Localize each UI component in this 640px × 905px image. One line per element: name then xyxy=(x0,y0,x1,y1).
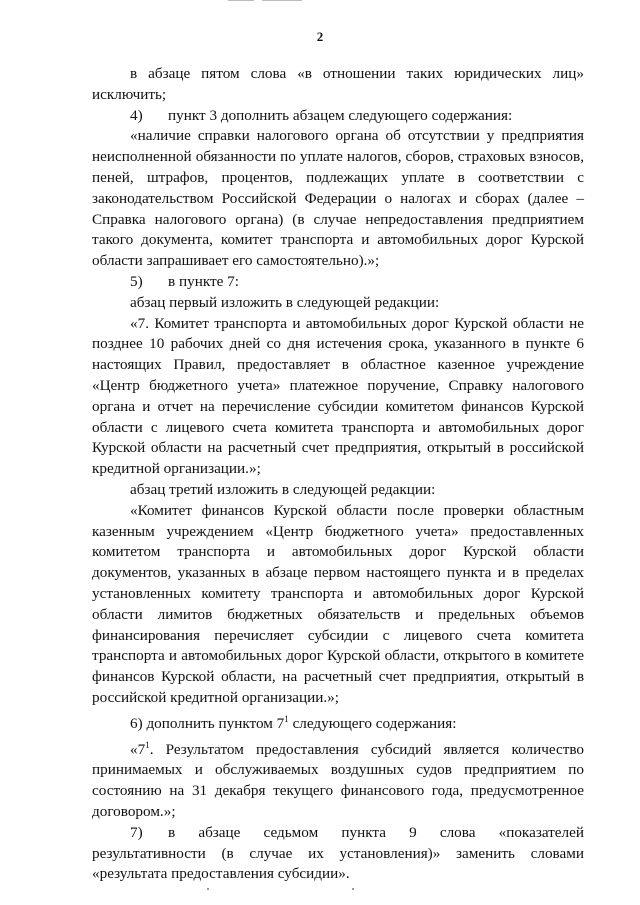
paragraph-text: . Результатом предоставления субсидий является количество принимаемых и обслуживаемых воздушных судов предприятием по состоянию на 31 декабря текущего финансового года, предусмотренное договором.»; xyxy=(92,740,584,821)
page-number: 2 xyxy=(316,29,324,44)
document-body xyxy=(92,64,584,885)
scan-artifact-dot xyxy=(352,888,354,890)
paragraph-third-abzac xyxy=(92,480,584,501)
superscript: 1 xyxy=(145,739,150,750)
paragraph-text: «7. Комитет транспорта и автомобильных дорог Курской области не позднее 10 рабочих дней со дня истечения срока, указанного в пункте 6 настоящих Правил, предоставляет в областное казенное учреждение «Центр бюджетного учета» платежное поручение, Справку налогового органа и отчет на перечисление субсидии комитетом финансов Курской области с лицевого счета комитета транспорта и автомобильных дорог Курской области на расчетный счет предприятия, открытый в российской кредитной организации.»; xyxy=(92,314,584,478)
paragraph-text: абзац третий изложить в следующей редакции: xyxy=(130,480,436,498)
superscript: 1 xyxy=(284,713,289,724)
paragraph-finance-committee xyxy=(92,501,584,709)
paragraph-text: «наличие справки налогового органа об отсутствии у предприятия неисполненной обязанности по уплате налогов, сборов, страховых взносов, пеней, штрафов, процентов, подлежащих уплате в соответствии с законодательством Российской Федерации о налогах и сборах (далее – Справка налогового органа) (в случае непредоставления предприятием такого документа, комитет транспорта и автомобильных дорог Курской области запрашивает его самостоятельно).»; xyxy=(92,127,584,270)
paragraph-text: в пункте 7: xyxy=(168,272,239,290)
paragraph-amend-para-5 xyxy=(92,64,584,106)
scan-artifact-line xyxy=(228,0,254,1)
paragraph-text: пункт 3 дополнить абзацем следующего содержания: xyxy=(168,106,513,124)
item-number: 5) xyxy=(130,272,143,290)
scan-artifact-line xyxy=(262,0,302,1)
paragraph-text: в абзаце седьмом пункта 9 слова «показателей результативности (в случае их установления)» заменить словами «результата предоставления субсидии». xyxy=(92,823,584,883)
item-number: 4) xyxy=(130,106,143,124)
paragraph-clause-7-1 xyxy=(92,735,584,823)
paragraph-tax-certificate xyxy=(92,126,584,272)
paragraph-text: 6) дополнить пунктом 7 xyxy=(130,714,285,732)
paragraph-clause-7 xyxy=(92,314,584,480)
paragraph-first-abzac xyxy=(92,293,584,314)
paragraph-item-4 xyxy=(92,106,584,127)
paragraph-item-5 xyxy=(92,272,584,293)
paragraph-item-6 xyxy=(92,709,584,735)
paragraph-text: следующего содержания: xyxy=(288,714,457,732)
paragraph-text: абзац первый изложить в следующей редакции: xyxy=(130,293,440,311)
paragraph-text: «Комитет финансов Курской области после проверки областным казенным учреждением «Центр бюджетного учета» предоставленных комитетом транспорта и автомобильных дорог Курской области документов, указанных в абзаце первом настоящего пункта и в пределах установленных комитету транспорта и автомобильных дорог Курской области лимитов бюджетных обязательств и предельных объемов финансирования перечисляет субсидии с лицевого счета комитета транспорта и автомобильных дорог Курской области, открытого в комитете финансов Курской области, на расчетный счет предприятия, открытый в российской кредитной организации.»; xyxy=(92,501,584,706)
paragraph-text: в абзаце пятом слова «в отношении таких юридических лиц» исключить; xyxy=(92,65,584,103)
scan-artifact-dot xyxy=(207,888,209,890)
paragraph-text: «7 xyxy=(130,740,146,758)
paragraph-item-7 xyxy=(92,823,584,885)
item-number: 7) xyxy=(130,823,143,841)
